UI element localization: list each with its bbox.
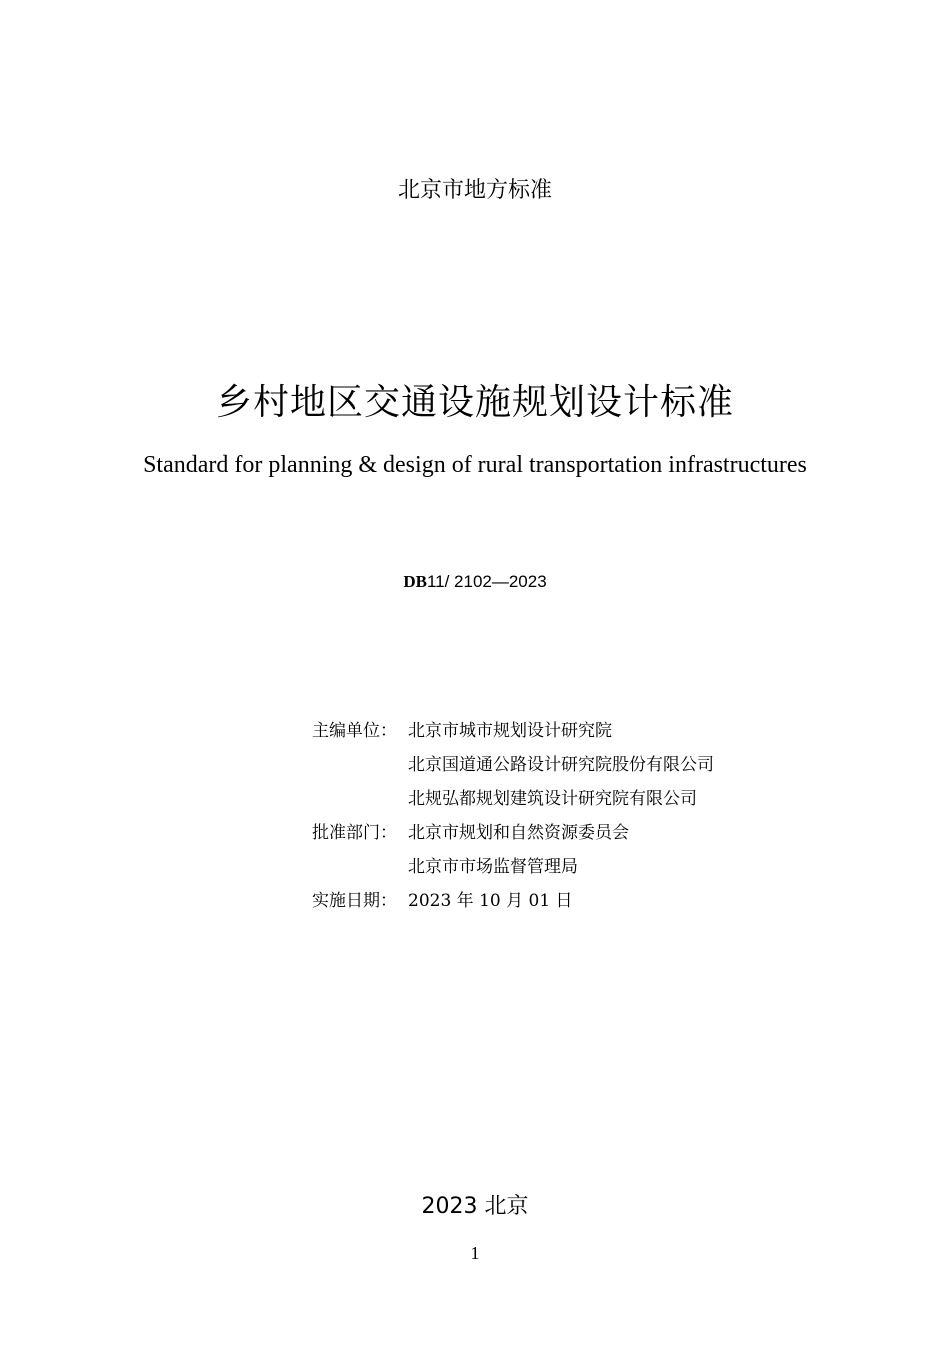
approver-row-1	[312, 816, 629, 850]
standard-code-number: 11/ 2102—2023	[426, 572, 547, 591]
date-row	[312, 884, 573, 918]
editor-row-3	[312, 782, 697, 816]
approver-name: 北京市规划和自然资源委员会	[408, 823, 629, 843]
title-english: Standard for planning & design of rural transportation infrastructures	[143, 452, 807, 478]
implementation-date: 2023 年 10 月 01 日	[408, 891, 573, 911]
standard-code	[0, 570, 950, 594]
editor-name: 北京国道通公路设计研究院股份有限公司	[408, 755, 714, 775]
editor-name: 北规弘都规划建筑设计研究院有限公司	[408, 789, 697, 809]
editor-name: 北京市城市规划设计研究院	[408, 721, 612, 741]
page-number: 1	[470, 1243, 480, 1263]
title-chinese: 乡村地区交通设施规划设计标准	[215, 382, 734, 423]
editor-row-2	[312, 748, 714, 782]
approver-name: 北京市市场监督管理局	[408, 857, 578, 877]
editor-row-1	[312, 714, 612, 748]
approver-row-2	[312, 850, 578, 884]
standard-code-prefix: DB	[403, 572, 427, 591]
footer-year-place: 2023 北京	[421, 1194, 529, 1219]
date-label: 实施日期：	[312, 891, 397, 911]
approver-label: 批准部门：	[312, 823, 397, 843]
editor-label: 主编单位：	[312, 721, 397, 741]
standard-category: 北京市地方标准	[397, 178, 552, 203]
